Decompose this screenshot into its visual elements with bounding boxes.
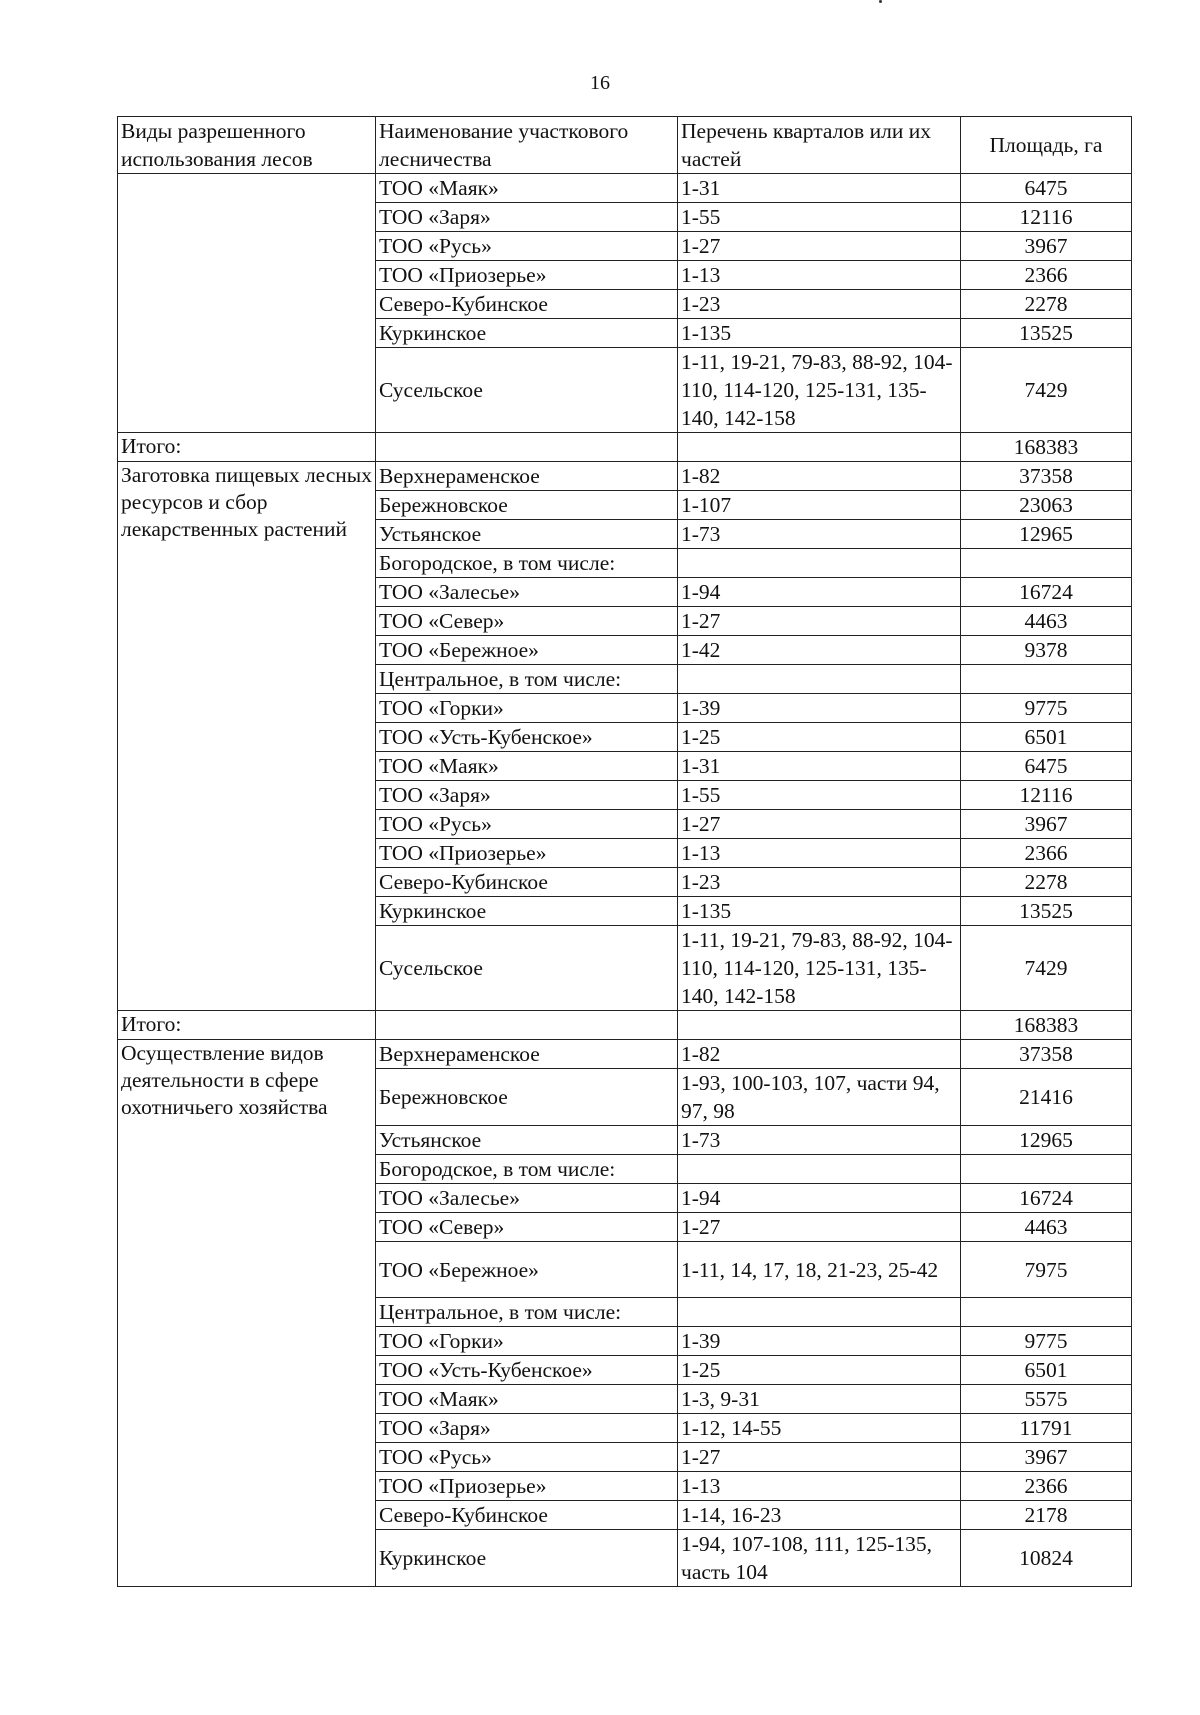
- cell-quarters: 1-94: [678, 578, 961, 607]
- cell-area: [961, 1155, 1132, 1184]
- cell-area: 2278: [961, 290, 1132, 319]
- cell-quarters: 1-135: [678, 319, 961, 348]
- cell-quarters: 1-11, 19-21, 79-83, 88-92, 104-110, 114-120, 125-131, 135-140, 142-158: [678, 926, 961, 1011]
- cell-forestry: ТОО «Русь»: [376, 232, 678, 261]
- cell-quarters: 1-23: [678, 290, 961, 319]
- cell-quarters: [678, 1155, 961, 1184]
- cell-forestry: Центральное, в том числе:: [376, 665, 678, 694]
- cell-area: 37358: [961, 462, 1132, 491]
- cell-area: 3967: [961, 232, 1132, 261]
- cell-forestry: ТОО «Залесье»: [376, 578, 678, 607]
- cell-area: 37358: [961, 1040, 1132, 1069]
- table-row: [118, 1040, 1132, 1069]
- cell-forestry: ТОО «Маяк»: [376, 174, 678, 203]
- cell-forestry: ТОО «Заря»: [376, 781, 678, 810]
- cell-forestry: Куркинское: [376, 1530, 678, 1587]
- cell-quarters: 1-27: [678, 1443, 961, 1472]
- cell-forestry: ТОО «Бережное»: [376, 1242, 678, 1298]
- cell-forestry: Устьянское: [376, 1126, 678, 1155]
- header-quarters: Перечень кварталов или их частей: [678, 117, 961, 174]
- cell-forestry: ТОО «Приозерье»: [376, 839, 678, 868]
- table-row: [118, 462, 1132, 491]
- cell-quarters: 1-39: [678, 694, 961, 723]
- cell-forestry: ТОО «Заря»: [376, 203, 678, 232]
- cell-forestry: ТОО «Горки»: [376, 694, 678, 723]
- cell-forestry: Центральное, в том числе:: [376, 1298, 678, 1327]
- header-area: Площадь, га: [961, 117, 1132, 174]
- cell-area: 6475: [961, 174, 1132, 203]
- cell-forestry: Северо-Кубинское: [376, 290, 678, 319]
- cell-area: 12116: [961, 781, 1132, 810]
- cell-kind: Итого:: [118, 1011, 376, 1040]
- cell-area: 3967: [961, 1443, 1132, 1472]
- cell-quarters: 1-11, 19-21, 79-83, 88-92, 104-110, 114-120, 125-131, 135-140, 142-158: [678, 348, 961, 433]
- cell-area: 9775: [961, 694, 1132, 723]
- cell-forestry: ТОО «Бережное»: [376, 636, 678, 665]
- cell-forestry: ТОО «Русь»: [376, 1443, 678, 1472]
- cell-area: 6475: [961, 752, 1132, 781]
- cell-quarters: 1-23: [678, 868, 961, 897]
- cell-area: 13525: [961, 897, 1132, 926]
- forest-use-table: [117, 116, 1132, 1587]
- cell-quarters: 1-82: [678, 462, 961, 491]
- cell-forestry: Сусельское: [376, 348, 678, 433]
- cell-quarters: 1-93, 100-103, 107, части 94, 97, 98: [678, 1069, 961, 1126]
- cell-quarters: 1-31: [678, 174, 961, 203]
- cell-quarters: 1-73: [678, 520, 961, 549]
- cell-area: 16724: [961, 578, 1132, 607]
- cell-quarters: [678, 665, 961, 694]
- cell-forestry: [376, 1011, 678, 1040]
- cell-quarters: [678, 1011, 961, 1040]
- cell-forestry: ТОО «Русь»: [376, 810, 678, 839]
- cell-quarters: 1-94, 107-108, 111, 125-135, часть 104: [678, 1530, 961, 1587]
- table-row: [118, 433, 1132, 462]
- cell-quarters: 1-39: [678, 1327, 961, 1356]
- cell-area: 7429: [961, 348, 1132, 433]
- cell-quarters: 1-31: [678, 752, 961, 781]
- cell-area: 2366: [961, 261, 1132, 290]
- cell-area: 2278: [961, 868, 1132, 897]
- cell-quarters: 1-13: [678, 839, 961, 868]
- cell-area: 12965: [961, 520, 1132, 549]
- cell-quarters: 1-14, 16-23: [678, 1501, 961, 1530]
- cell-area: 5575: [961, 1385, 1132, 1414]
- cell-forestry: ТОО «Приозерье»: [376, 1472, 678, 1501]
- cell-forestry: ТОО «Заря»: [376, 1414, 678, 1443]
- cell-quarters: 1-12, 14-55: [678, 1414, 961, 1443]
- cell-quarters: 1-55: [678, 203, 961, 232]
- cell-quarters: 1-25: [678, 723, 961, 752]
- cell-quarters: 1-13: [678, 1472, 961, 1501]
- cell-quarters: 1-25: [678, 1356, 961, 1385]
- cell-area: 7429: [961, 926, 1132, 1011]
- cell-forestry: Куркинское: [376, 897, 678, 926]
- cell-quarters: 1-42: [678, 636, 961, 665]
- cell-quarters: 1-73: [678, 1126, 961, 1155]
- cell-kind: Итого:: [118, 433, 376, 462]
- cell-quarters: 1-55: [678, 781, 961, 810]
- cell-area: 10824: [961, 1530, 1132, 1587]
- cell-quarters: 1-13: [678, 261, 961, 290]
- cell-quarters: 1-11, 14, 17, 18, 21-23, 25-42: [678, 1242, 961, 1298]
- cell-area: 12116: [961, 203, 1132, 232]
- cell-quarters: 1-27: [678, 232, 961, 261]
- cell-area: 21416: [961, 1069, 1132, 1126]
- cell-forestry: Богородское, в том числе:: [376, 1155, 678, 1184]
- cell-area: 168383: [961, 433, 1132, 462]
- cell-area: 13525: [961, 319, 1132, 348]
- cell-area: 9775: [961, 1327, 1132, 1356]
- header-kind: Виды разрешенного использования лесов: [118, 117, 376, 174]
- cell-area: 12965: [961, 1126, 1132, 1155]
- cell-area: 7975: [961, 1242, 1132, 1298]
- cell-area: 2366: [961, 839, 1132, 868]
- cell-area: 2366: [961, 1472, 1132, 1501]
- cell-area: 2178: [961, 1501, 1132, 1530]
- cell-forestry: Сусельское: [376, 926, 678, 1011]
- cell-forestry: Бережновское: [376, 1069, 678, 1126]
- cell-quarters: 1-135: [678, 897, 961, 926]
- cell-area: [961, 665, 1132, 694]
- cell-forestry: ТОО «Приозерье»: [376, 261, 678, 290]
- cell-area: 16724: [961, 1184, 1132, 1213]
- cell-forestry: Северо-Кубинское: [376, 1501, 678, 1530]
- cell-kind: Осуществление видов деятельности в сфере охотничьего хозяйства: [118, 1040, 376, 1587]
- cell-area: 23063: [961, 491, 1132, 520]
- cell-quarters: 1-27: [678, 607, 961, 636]
- cell-kind: [118, 174, 376, 433]
- scan-speck: [879, 0, 882, 3]
- cell-area: 3967: [961, 810, 1132, 839]
- cell-area: [961, 549, 1132, 578]
- page-number: 16: [590, 72, 610, 94]
- cell-forestry: ТОО «Усть-Кубенское»: [376, 1356, 678, 1385]
- cell-forestry: [376, 433, 678, 462]
- cell-quarters: 1-27: [678, 810, 961, 839]
- cell-forestry: Верхнераменское: [376, 462, 678, 491]
- cell-forestry: Куркинское: [376, 319, 678, 348]
- cell-area: 6501: [961, 723, 1132, 752]
- cell-kind: Заготовка пищевых лесных ресурсов и сбор лекарственных растений: [118, 462, 376, 1011]
- table-body: [118, 174, 1132, 1587]
- cell-forestry: ТОО «Маяк»: [376, 752, 678, 781]
- cell-quarters: [678, 549, 961, 578]
- table-row: [118, 1011, 1132, 1040]
- cell-quarters: [678, 433, 961, 462]
- cell-forestry: ТОО «Север»: [376, 607, 678, 636]
- cell-area: [961, 1298, 1132, 1327]
- cell-quarters: 1-94: [678, 1184, 961, 1213]
- cell-forestry: ТОО «Залесье»: [376, 1184, 678, 1213]
- cell-quarters: [678, 1298, 961, 1327]
- cell-area: 11791: [961, 1414, 1132, 1443]
- cell-area: 4463: [961, 1213, 1132, 1242]
- table-header-row: [118, 117, 1132, 174]
- cell-forestry: Устьянское: [376, 520, 678, 549]
- cell-area: 6501: [961, 1356, 1132, 1385]
- cell-forestry: Богородское, в том числе:: [376, 549, 678, 578]
- cell-forestry: Верхнераменское: [376, 1040, 678, 1069]
- cell-area: 168383: [961, 1011, 1132, 1040]
- cell-forestry: ТОО «Север»: [376, 1213, 678, 1242]
- cell-quarters: 1-107: [678, 491, 961, 520]
- cell-forestry: ТОО «Горки»: [376, 1327, 678, 1356]
- cell-area: 9378: [961, 636, 1132, 665]
- cell-quarters: 1-82: [678, 1040, 961, 1069]
- header-forestry: Наименование участкового лесничества: [376, 117, 678, 174]
- cell-area: 4463: [961, 607, 1132, 636]
- table-row: [118, 174, 1132, 203]
- cell-forestry: ТОО «Маяк»: [376, 1385, 678, 1414]
- cell-forestry: Бережновское: [376, 491, 678, 520]
- cell-forestry: Северо-Кубинское: [376, 868, 678, 897]
- cell-quarters: 1-27: [678, 1213, 961, 1242]
- cell-quarters: 1-3, 9-31: [678, 1385, 961, 1414]
- cell-forestry: ТОО «Усть-Кубенское»: [376, 723, 678, 752]
